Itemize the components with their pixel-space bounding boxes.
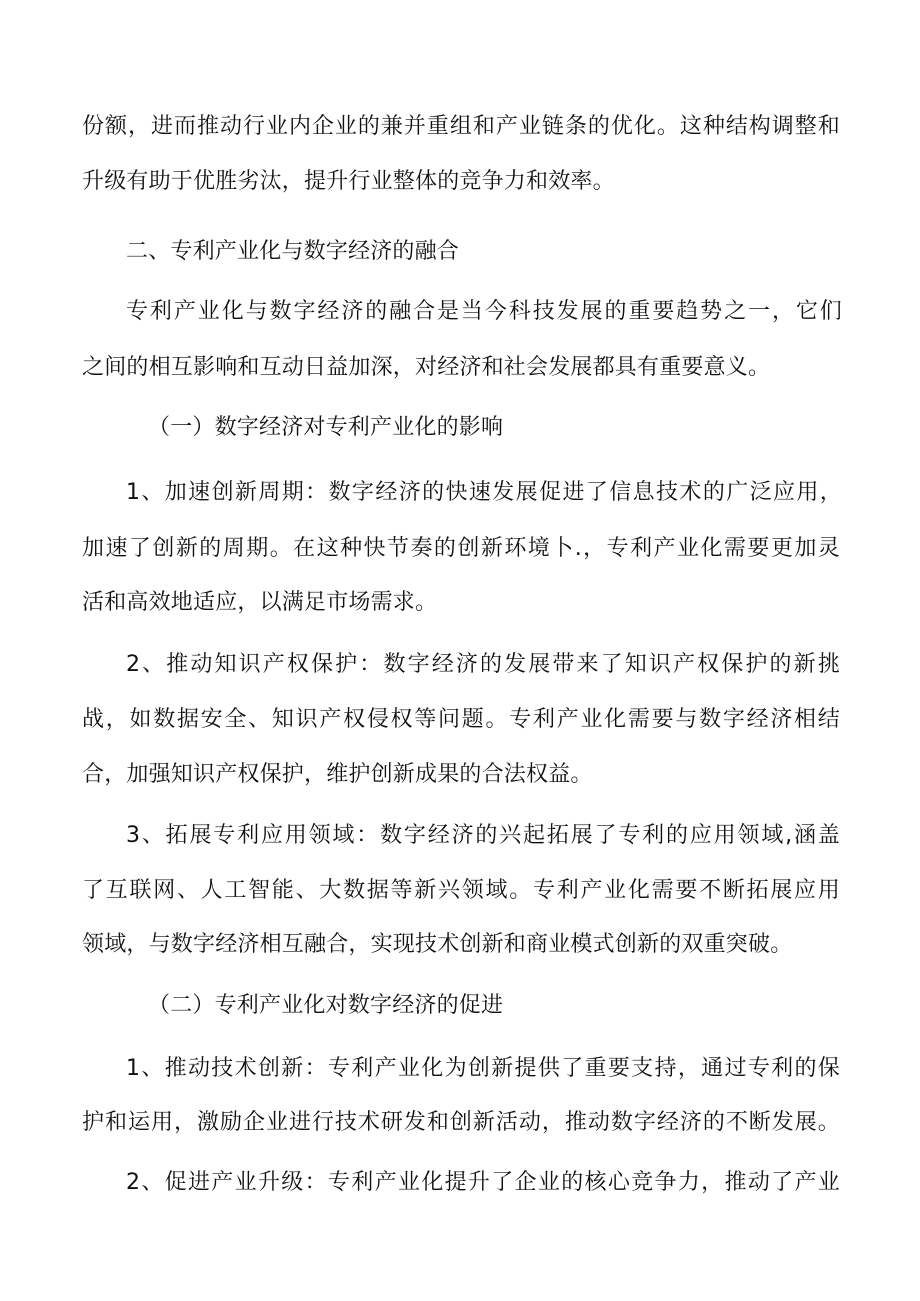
body-text-line: 份额，进而推动行业内企业的兼并重组和产业链条的优化。这种结构调整和 [82, 114, 840, 139]
body-text-line: 护和运用，激励企业进行技术研发和创新活动，推动数字经济的不断发展。 [82, 1110, 840, 1135]
body-text-line: 2、促进产业升级：专利产业化提升了企业的核心竞争力，推动了产业 [126, 1170, 840, 1195]
body-text-line: 1、加速创新周期：数字经济的快速发展促进了信息技术的广泛应用， [126, 480, 842, 505]
body-text-line: 1、推动技术创新：专利产业化为创新提供了重要支持，通过专利的保 [126, 1056, 840, 1081]
body-text-line: 战，如数据安全、知识产权侵权等问题。专利产业化需要与数字经济相结 [82, 707, 840, 732]
body-text-line: 合，加强知识产权保护，维护创新成果的合法权益。 [82, 762, 593, 787]
body-text-line: 活和高效地适应，以满足市场需求。 [82, 590, 438, 615]
body-text-line: 领域，与数字经济相互融合，实现技术创新和商业模式创新的双重突破。 [82, 932, 793, 957]
body-text-line: 了互联网、人工智能、大数据等新兴领域。专利产业化需要不断拓展应用 [82, 878, 840, 903]
body-text-line: 升级有助于优胜劣汰，提升行业整体的竞争力和效率。 [82, 169, 615, 194]
body-text-line: 专利产业化与数字经济的融合是当今科技发展的重要趋势之一，它们 [126, 299, 842, 324]
body-text-line: 2、推动知识产权保护：数字经济的发展带来了知识产权保护的新挑 [126, 652, 840, 677]
body-text-line: 之间的相互影响和互动日益加深，对经济和社会发展都具有重要意义。 [82, 355, 771, 380]
subsection-heading: （一）数字经济对专利产业化的影响 [148, 415, 504, 440]
body-text-line: 加速了创新的周期。在这种快节奏的创新环境卜.，专利产业化需要更加灵 [82, 536, 840, 561]
section-heading: 二、专利产业化与数字经济的融合 [126, 239, 460, 264]
body-text-line: 3、拓展专利应用领域：数字经济的兴起拓展了专利的应用领域,涵盖 [126, 823, 840, 848]
subsection-heading: （二）专利产业化对数字经济的促进 [148, 993, 504, 1018]
